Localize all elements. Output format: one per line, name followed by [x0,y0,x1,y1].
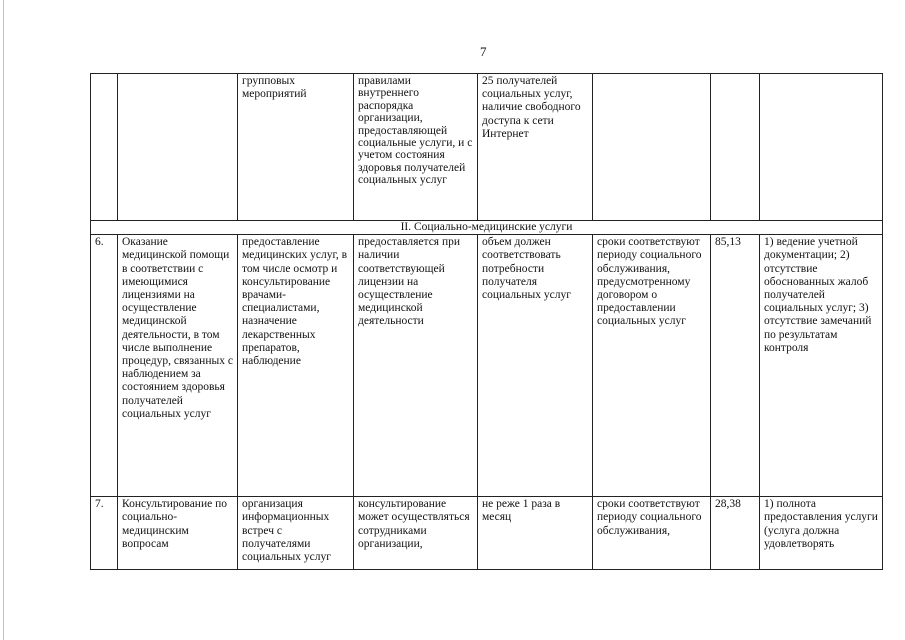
cell-indicators: 1) ведение учетной документации; 2) отсутствие обоснованных жалоб получателей социальных услуг; 3) отсутствие замечаний по результатам контроля [760,235,883,497]
cell-volume: 25 получателей социальных услуг, наличие свободного доступа к сети Интернет [478,74,593,221]
table-row [91,74,883,221]
table-row [91,497,883,570]
page-edge-line [3,0,4,640]
cell-content: организация информационных встреч с получателями социальных услуг [238,497,354,570]
section-title: II. Социально-медицинские услуги [91,221,883,235]
cell-volume: объем должен соответствовать потребности получателя социальных услуг [478,235,593,497]
cell-content: предоставление медицинских услуг, в том числе осмотр и консультирование врачами-специалистами, назначение лекарственных препаратов, наблюдение [238,235,354,497]
cell-name: Консультирование по социально-медицинским вопросам [118,497,238,570]
cell-name: Оказание медицинской помощи в соответствии с имеющимися лицензиями на осуществление медицинской деятельности, в том числе выполнение процедур, связанных с наблюдением за состоянием здоровья получателей социальных услуг [118,235,238,497]
cell-num [91,74,118,221]
cell-terms: сроки соответствуют периоду социального обслуживания, предусмотренному договором о предоставлении социальных услуг [593,235,711,497]
section-row [91,221,883,235]
cell-content: групповых мероприятий [238,74,354,221]
services-table [90,73,883,570]
cell-indicators: 1) полнота предоставления услуги (услуга должна удовлетворять [760,497,883,570]
cell-conditions: правилами внутреннего распорядка организации, предоставляющей социальные услуги, и с учетом состояния здоровья получателей социальных услуг [354,74,478,221]
cell-num: 7. [91,497,118,570]
cell-num: 6. [91,235,118,497]
table-row [91,235,883,497]
cell-name [118,74,238,221]
cell-conditions: предоставляется при наличии соответствующей лицензии на осуществление медицинской деятельности [354,235,478,497]
page-number: 7 [480,44,487,59]
cell-terms [593,74,711,221]
cell-terms: сроки соответствуют периоду социального обслуживания, [593,497,711,570]
cell-price: 28,38 [711,497,760,570]
cell-price [711,74,760,221]
cell-volume: не реже 1 раза в месяц [478,497,593,570]
cell-indicators [760,74,883,221]
cell-conditions: консультирование может осуществляться сотрудниками организации, [354,497,478,570]
cell-price: 85,13 [711,235,760,497]
